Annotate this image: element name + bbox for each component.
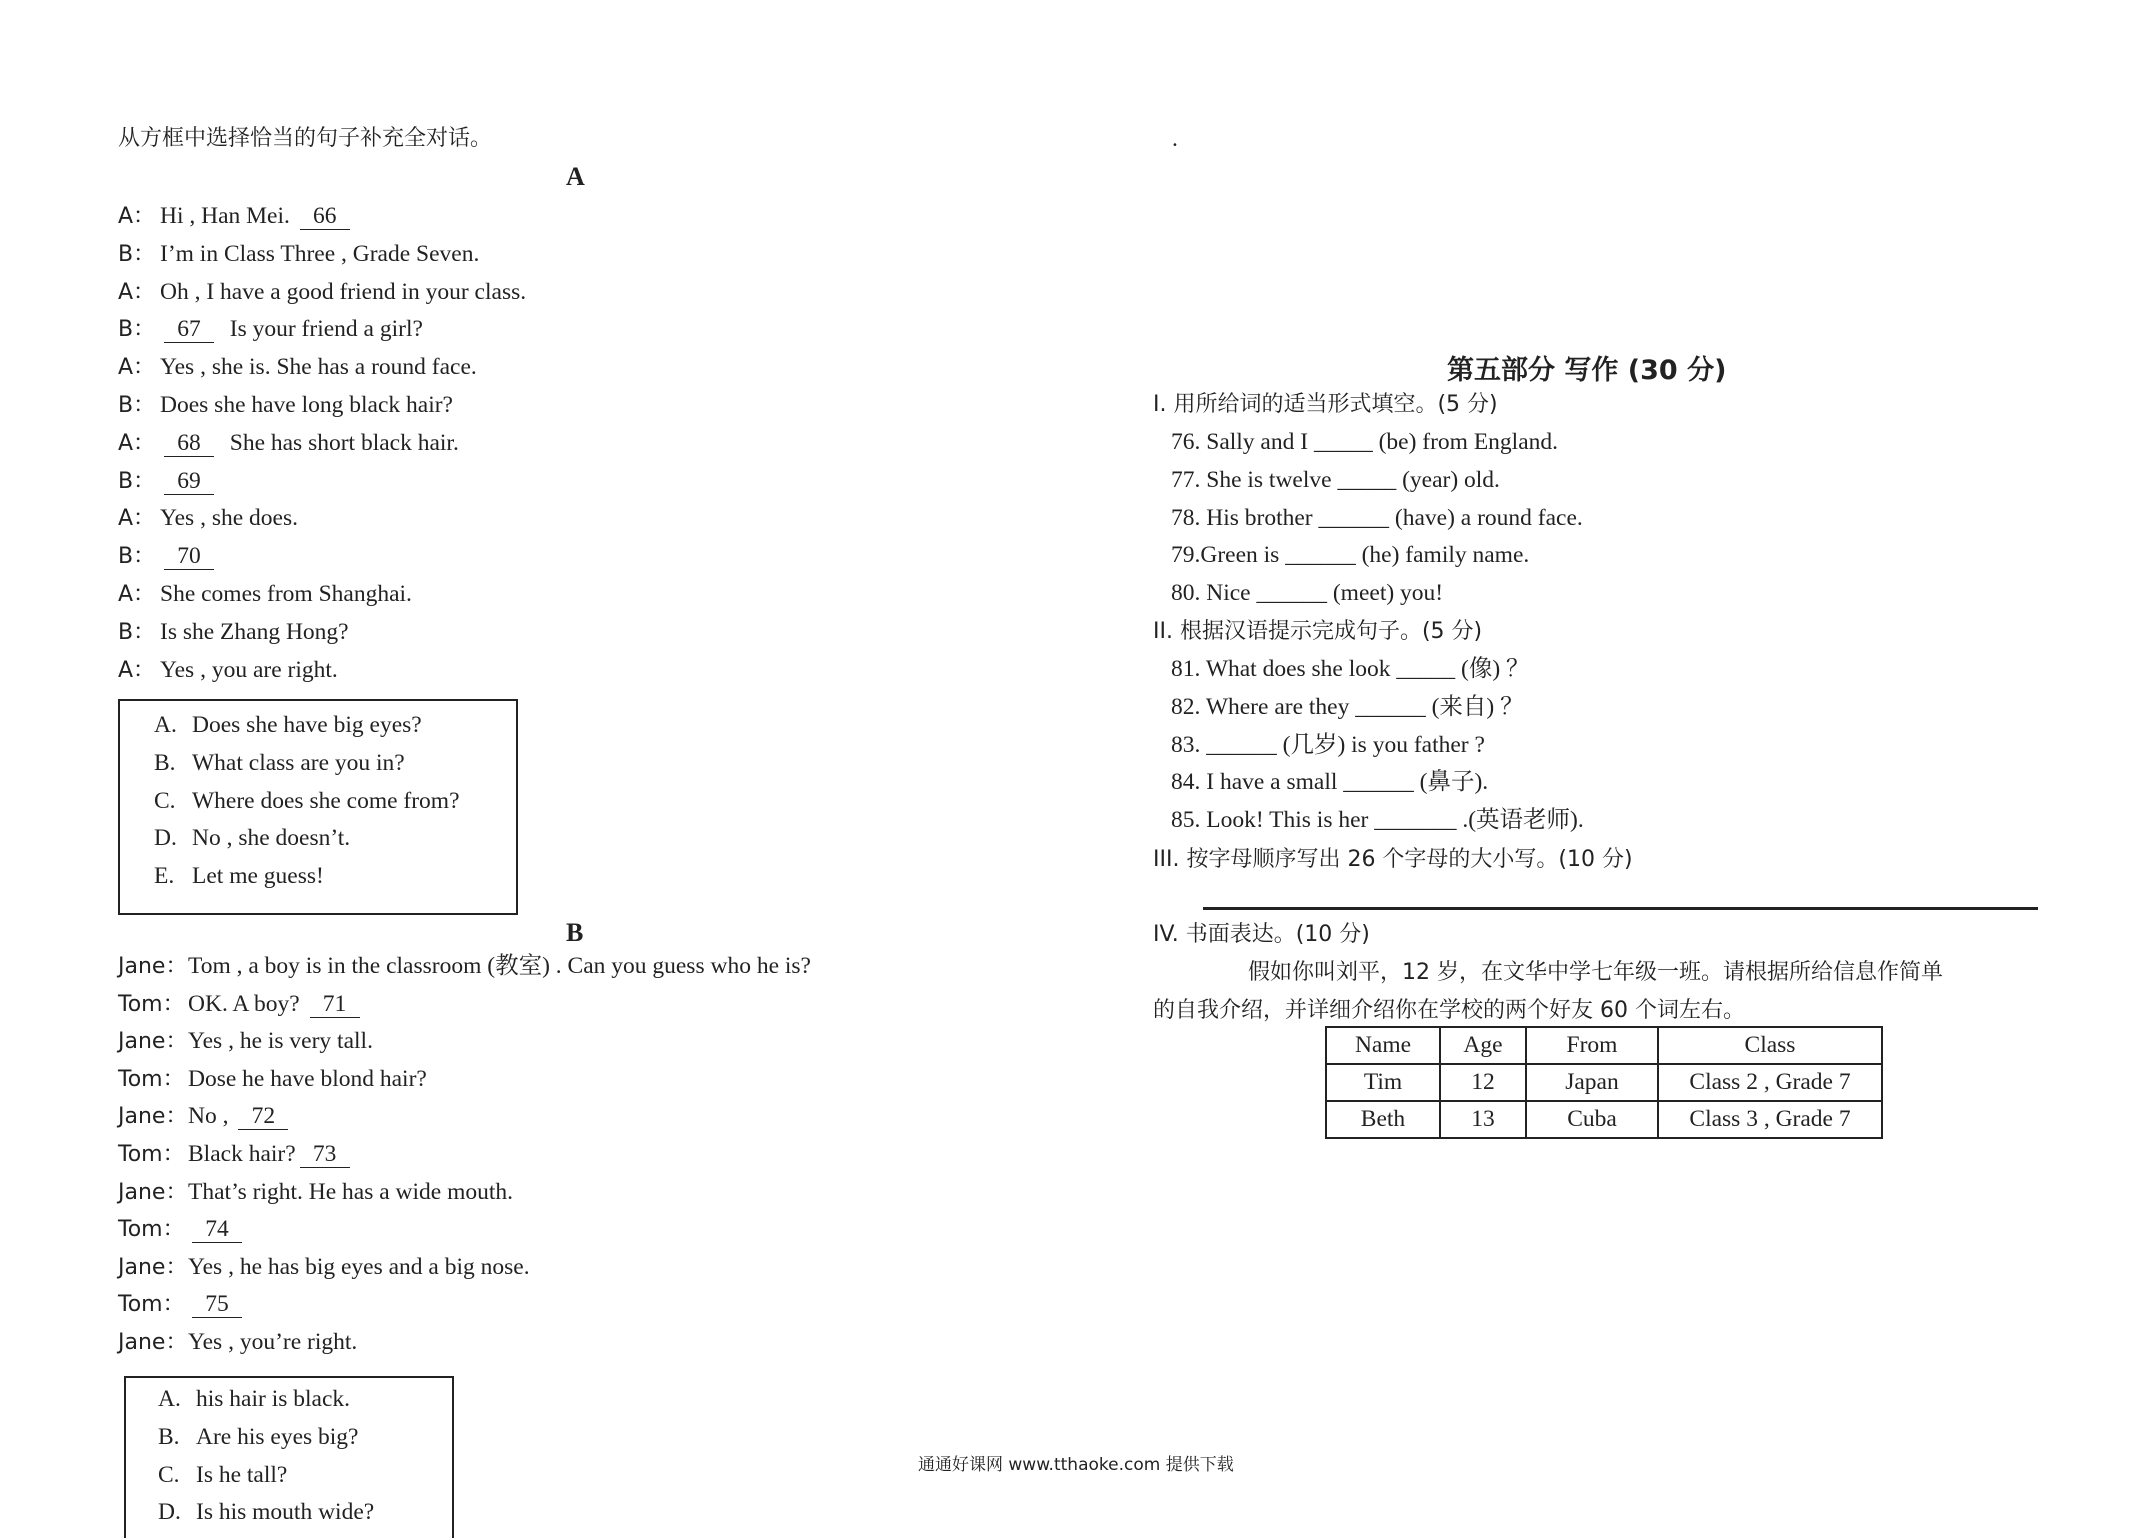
table-header-row bbox=[1326, 1027, 1882, 1064]
dialog-text: No , bbox=[188, 1103, 235, 1130]
table-header: Name bbox=[1326, 1027, 1440, 1064]
question-item: 78. His brother ______ (have) a round face. bbox=[1171, 504, 1583, 531]
dialog-text: Is she Zhang Hong? bbox=[160, 618, 349, 645]
answer-blank: 70 bbox=[164, 543, 214, 570]
dialog-text: Tom , a boy is in the classroom (教室) . Can you guess who he is? bbox=[188, 953, 811, 979]
question-item: 81. What does she look _____ (像) ？ bbox=[1171, 656, 1530, 682]
dialog-text: Yes , you’re right. bbox=[188, 1329, 358, 1355]
answer-blank: 67 bbox=[164, 316, 214, 343]
option-text: What class are you in? bbox=[192, 749, 405, 776]
option-item bbox=[158, 1497, 374, 1527]
speaker-label: Jane： bbox=[118, 1254, 188, 1280]
speaker-label: Tom： bbox=[118, 991, 185, 1017]
section-3-title: III. 按字母顺序写出 26 个字母的大小写。(10 分) bbox=[1153, 847, 1633, 872]
answer-blank: 72 bbox=[238, 1103, 288, 1130]
dialog-line bbox=[118, 390, 453, 421]
table-row bbox=[1326, 1101, 1882, 1138]
dialog-line bbox=[118, 428, 459, 459]
option-item bbox=[154, 786, 460, 816]
dialog-line bbox=[118, 1026, 373, 1057]
option-letter: C. bbox=[154, 787, 176, 814]
option-text: Let me guess! bbox=[192, 863, 324, 890]
speaker-label: Tom： bbox=[118, 1142, 185, 1167]
dialog-text: She has short black hair. bbox=[218, 429, 459, 456]
dialog-line bbox=[118, 503, 298, 534]
dialog-line bbox=[118, 201, 354, 232]
table-cell: Japan bbox=[1526, 1064, 1658, 1101]
option-item bbox=[158, 1422, 359, 1452]
speaker-label: Jane： bbox=[118, 954, 188, 979]
dialog-text: Black hair? bbox=[188, 1141, 296, 1167]
section-1-title: I. 用所给词的适当形式填空。(5 分) bbox=[1153, 392, 1498, 417]
question-item: 85. Look! This is her _______ .(英语老师). bbox=[1171, 807, 1584, 834]
option-letter: C. bbox=[158, 1461, 180, 1488]
speaker-label: A： bbox=[118, 657, 156, 683]
stray-dot: . bbox=[1172, 126, 1178, 152]
dialog-line bbox=[118, 989, 364, 1020]
answer-blank: 68 bbox=[164, 430, 214, 457]
table-cell: 13 bbox=[1440, 1101, 1526, 1138]
table-header: From bbox=[1526, 1027, 1658, 1064]
answer-blank: 66 bbox=[300, 203, 350, 230]
dialog-line bbox=[118, 579, 412, 610]
option-text: Does she have big eyes? bbox=[192, 712, 422, 738]
answer-blank: 75 bbox=[192, 1291, 242, 1318]
table-row bbox=[1326, 1064, 1882, 1101]
option-text: his hair is black. bbox=[196, 1386, 351, 1412]
table-cell: Class 3 , Grade 7 bbox=[1658, 1101, 1882, 1138]
option-text: Where does she come from? bbox=[192, 787, 460, 814]
speaker-label: B： bbox=[118, 468, 156, 494]
option-letter: A. bbox=[158, 1386, 181, 1412]
speaker-label: A： bbox=[118, 430, 156, 456]
table-header: Age bbox=[1440, 1027, 1526, 1064]
option-item bbox=[154, 823, 350, 853]
speaker-label: B： bbox=[118, 317, 156, 343]
speaker-label: A： bbox=[118, 204, 156, 229]
speaker-label: Tom： bbox=[118, 1217, 185, 1243]
option-letter: E. bbox=[154, 863, 175, 890]
dialog-line bbox=[118, 352, 477, 383]
dialog-text: That’s right. He has a wide mouth. bbox=[188, 1178, 514, 1205]
option-text: No , she doesn’t. bbox=[192, 825, 351, 852]
option-letter: D. bbox=[154, 825, 177, 852]
option-item bbox=[158, 1384, 350, 1414]
table-cell: Beth bbox=[1326, 1101, 1440, 1138]
dialog-line bbox=[118, 277, 526, 308]
question-item: 76. Sally and I _____ (be) from England. bbox=[1171, 429, 1559, 455]
speaker-label: B： bbox=[118, 241, 156, 267]
dialog-text: Yes , you are right. bbox=[160, 656, 338, 683]
question-item: 84. I have a small ______ (鼻子). bbox=[1171, 769, 1489, 796]
dialog-line bbox=[118, 1327, 357, 1358]
option-letter: B. bbox=[158, 1423, 180, 1450]
option-text: Are his eyes big? bbox=[196, 1423, 359, 1450]
answer-blank: 73 bbox=[300, 1141, 350, 1168]
speaker-label: A： bbox=[118, 355, 156, 381]
speaker-label: Tom： bbox=[118, 1066, 185, 1092]
option-item bbox=[158, 1460, 287, 1490]
dialog-text: Yes , she is. She has a round face. bbox=[160, 354, 477, 381]
speaker-label: B： bbox=[118, 619, 156, 645]
table-header: Class bbox=[1658, 1027, 1882, 1064]
speaker-label: B： bbox=[118, 544, 156, 570]
table-cell: Cuba bbox=[1526, 1101, 1658, 1138]
dialog-line bbox=[118, 1289, 246, 1320]
answer-blank: 69 bbox=[164, 468, 214, 495]
speaker-label: Jane： bbox=[118, 1029, 188, 1055]
dialog-text: Does she have long black hair? bbox=[160, 392, 453, 418]
section-4-paragraph-1: 假如你叫刘平，12 岁，在文华中学七年级一班。请根据所给信息作简单 bbox=[1248, 960, 1943, 985]
dialog-line bbox=[118, 466, 218, 497]
section-4-title: IV. 书面表达。(10 分) bbox=[1153, 922, 1370, 947]
question-item: 79.Green is ______ (he) family name. bbox=[1171, 542, 1530, 569]
table-cell: Tim bbox=[1326, 1064, 1440, 1101]
question-item: 82. Where are they ______ (来自) ？ bbox=[1171, 693, 1524, 720]
dialog-text: Yes , she does. bbox=[160, 505, 298, 532]
dialog-line bbox=[118, 617, 349, 648]
option-text: Is his mouth wide? bbox=[196, 1499, 375, 1526]
option-text: Is he tall? bbox=[196, 1461, 288, 1488]
option-letter: D. bbox=[158, 1499, 181, 1526]
dialog-text: Yes , he is very tall. bbox=[188, 1028, 373, 1055]
dialog-text: Is your friend a girl? bbox=[218, 316, 423, 343]
speaker-label: A： bbox=[118, 279, 156, 305]
section-2-title: II. 根据汉语提示完成句子。(5 分) bbox=[1153, 619, 1483, 644]
answer-blank: 71 bbox=[310, 991, 360, 1018]
dialog-line bbox=[118, 951, 811, 982]
speaker-label: A： bbox=[118, 582, 156, 607]
dialog-line bbox=[118, 314, 423, 345]
dialog-text: OK. A boy? bbox=[188, 990, 306, 1017]
speaker-label: A： bbox=[118, 506, 156, 532]
option-item bbox=[154, 710, 422, 740]
section-a-title: A bbox=[566, 162, 585, 191]
dialog-line bbox=[118, 541, 218, 572]
dialog-line bbox=[118, 655, 338, 686]
part-title: 第五部分 写作 (30 分) bbox=[1447, 355, 1727, 386]
answer-blank: 74 bbox=[192, 1216, 242, 1243]
speaker-label: B： bbox=[118, 393, 156, 418]
dialog-text: Dose he have blond hair? bbox=[188, 1065, 427, 1092]
question-item: 77. She is twelve _____ (year) old. bbox=[1171, 466, 1500, 493]
info-table bbox=[1325, 1026, 1883, 1139]
table-cell: 12 bbox=[1440, 1064, 1526, 1101]
dialog-text: Hi , Han Mei. bbox=[160, 203, 296, 229]
dialog-text: I’m in Class Three , Grade Seven. bbox=[160, 240, 480, 267]
question-item: 80. Nice ______ (meet) you! bbox=[1171, 580, 1444, 607]
dialog-line bbox=[118, 1139, 354, 1170]
dialog-line bbox=[118, 239, 479, 270]
speaker-label: Jane： bbox=[118, 1104, 188, 1130]
section-b-title: B bbox=[566, 918, 584, 947]
footer-credit: 通通好课网 www.tthaoke.com 提供下载 bbox=[918, 1455, 1234, 1475]
instruction: 从方框中选择恰当的句子补充全对话。 bbox=[118, 126, 493, 151]
dialog-text: She comes from Shanghai. bbox=[160, 581, 412, 607]
option-item bbox=[154, 861, 324, 891]
question-item: 83. ______ (几岁) is you father ? bbox=[1171, 731, 1485, 758]
option-item bbox=[154, 748, 405, 778]
option-letter: B. bbox=[154, 749, 176, 776]
speaker-label: Jane： bbox=[118, 1179, 188, 1205]
dialog-line bbox=[118, 1177, 513, 1208]
answer-line bbox=[1203, 907, 2038, 910]
option-letter: A. bbox=[154, 712, 177, 738]
dialog-text: Yes , he has big eyes and a big nose. bbox=[188, 1253, 530, 1280]
speaker-label: Tom： bbox=[118, 1292, 185, 1318]
speaker-label: Jane： bbox=[118, 1330, 188, 1355]
dialog-line bbox=[118, 1101, 292, 1132]
dialog-line bbox=[118, 1214, 246, 1245]
dialog-line bbox=[118, 1064, 427, 1095]
dialog-line bbox=[118, 1252, 530, 1283]
dialog-text: Oh , I have a good friend in your class. bbox=[160, 278, 527, 305]
table-cell: Class 2 , Grade 7 bbox=[1658, 1064, 1882, 1101]
section-4-paragraph-2: 的自我介绍，并详细介绍你在学校的两个好友 60 个词左右。 bbox=[1153, 998, 1745, 1023]
